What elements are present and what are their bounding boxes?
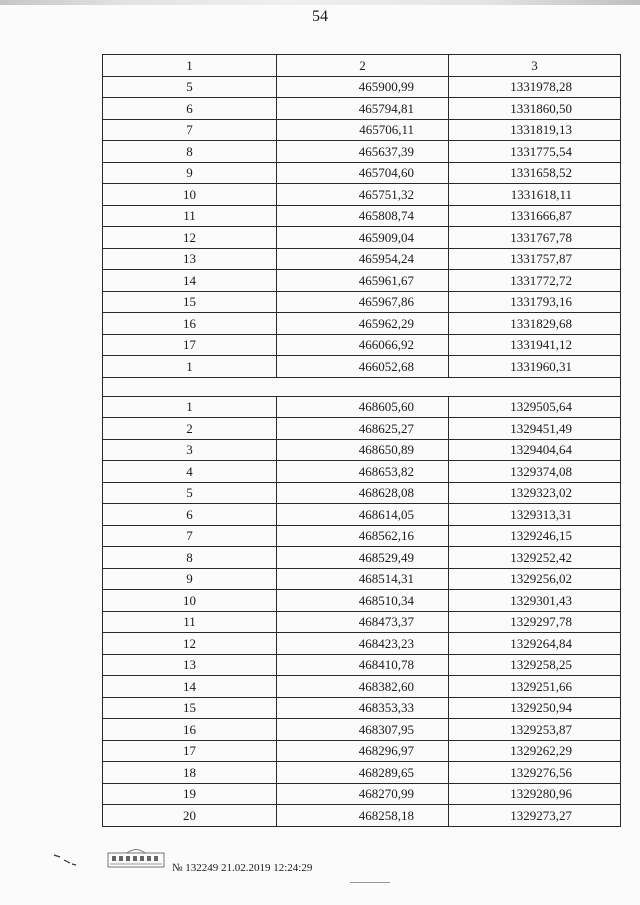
cell-point: 4	[103, 461, 277, 483]
table-row	[103, 396, 621, 418]
cell-y: 1331772,72	[449, 270, 621, 292]
table-row	[103, 162, 621, 184]
header-cell-point: 1	[103, 55, 277, 77]
cell-x: 468307,95	[277, 719, 449, 741]
cell-y: 1331757,87	[449, 248, 621, 270]
cell-x: 465962,29	[277, 313, 449, 335]
cell-x: 465909,04	[277, 227, 449, 249]
table-row	[103, 547, 621, 569]
cell-y: 1329451,49	[449, 418, 621, 440]
cell-point: 5	[103, 76, 277, 98]
cell-y: 1329323,02	[449, 482, 621, 504]
cell-y: 1331658,52	[449, 162, 621, 184]
table-row	[103, 184, 621, 206]
cell-y: 1331819,13	[449, 119, 621, 141]
cell-x: 468562,16	[277, 525, 449, 547]
divider	[350, 882, 390, 883]
cell-point: 8	[103, 547, 277, 569]
cell-x: 468650,89	[277, 439, 449, 461]
coordinates-table	[102, 54, 621, 827]
cell-point: 16	[103, 719, 277, 741]
cell-point: 2	[103, 418, 277, 440]
table-row	[103, 227, 621, 249]
cell-point: 6	[103, 98, 277, 120]
cell-x: 466052,68	[277, 356, 449, 378]
cell-y: 1329374,08	[449, 461, 621, 483]
table-row	[103, 461, 621, 483]
cell-x: 465900,99	[277, 76, 449, 98]
cell-point: 11	[103, 205, 277, 227]
cell-x: 465961,67	[277, 270, 449, 292]
table-row	[103, 568, 621, 590]
cell-point: 12	[103, 633, 277, 655]
cell-x: 466066,92	[277, 334, 449, 356]
cell-point: 18	[103, 762, 277, 784]
cell-point: 7	[103, 525, 277, 547]
section-separator-row	[103, 377, 621, 396]
cell-point: 15	[103, 291, 277, 313]
cell-y: 1329256,02	[449, 568, 621, 590]
cell-y: 1331775,54	[449, 141, 621, 163]
table-row	[103, 590, 621, 612]
table-row	[103, 141, 621, 163]
cell-point: 9	[103, 568, 277, 590]
cell-point: 17	[103, 740, 277, 762]
cell-point: 12	[103, 227, 277, 249]
table-row	[103, 482, 621, 504]
cell-point: 8	[103, 141, 277, 163]
table-row	[103, 805, 621, 827]
cell-y: 1329505,64	[449, 396, 621, 418]
page-number: 54	[312, 8, 328, 25]
table-row	[103, 356, 621, 378]
header-cell-x: 2	[277, 55, 449, 77]
cell-y: 1331941,12	[449, 334, 621, 356]
table-row	[103, 740, 621, 762]
table-row	[103, 205, 621, 227]
cell-y: 1329404,64	[449, 439, 621, 461]
cell-x: 468514,31	[277, 568, 449, 590]
cell-point: 13	[103, 654, 277, 676]
cell-point: 13	[103, 248, 277, 270]
cell-y: 1331860,50	[449, 98, 621, 120]
cell-point: 16	[103, 313, 277, 335]
cell-point: 6	[103, 504, 277, 526]
table-row	[103, 98, 621, 120]
cell-x: 468529,49	[277, 547, 449, 569]
cell-point: 1	[103, 356, 277, 378]
seal-icon	[107, 847, 165, 869]
table-row	[103, 270, 621, 292]
table-row	[103, 291, 621, 313]
table-row	[103, 248, 621, 270]
cell-x: 465706,11	[277, 119, 449, 141]
table-row	[103, 783, 621, 805]
cell-point: 1	[103, 396, 277, 418]
cell-y: 1329276,56	[449, 762, 621, 784]
cell-y: 1329313,31	[449, 504, 621, 526]
cell-point: 10	[103, 590, 277, 612]
table-row	[103, 697, 621, 719]
cell-y: 1329262,29	[449, 740, 621, 762]
cell-point: 14	[103, 270, 277, 292]
table-row	[103, 119, 621, 141]
cell-y: 1329258,25	[449, 654, 621, 676]
cell-x: 465637,39	[277, 141, 449, 163]
cell-y: 1329250,94	[449, 697, 621, 719]
cell-y: 1329273,27	[449, 805, 621, 827]
table-row	[103, 76, 621, 98]
cell-x: 465794,81	[277, 98, 449, 120]
cell-x: 468473,37	[277, 611, 449, 633]
cell-y: 1331767,78	[449, 227, 621, 249]
table-row	[103, 633, 621, 655]
cell-x: 468423,23	[277, 633, 449, 655]
cell-x: 468410,78	[277, 654, 449, 676]
table-row	[103, 504, 621, 526]
scan-mark	[52, 852, 78, 866]
cell-x: 468510,34	[277, 590, 449, 612]
cell-x: 468628,08	[277, 482, 449, 504]
document-stamp-text: № 132249 21.02.2019 12:24:29	[172, 862, 313, 874]
cell-y: 1329252,42	[449, 547, 621, 569]
cell-point: 3	[103, 439, 277, 461]
table-row	[103, 719, 621, 741]
table-row	[103, 418, 621, 440]
separator-cell	[103, 377, 621, 396]
table-row	[103, 611, 621, 633]
cell-point: 7	[103, 119, 277, 141]
cell-x: 465967,86	[277, 291, 449, 313]
cell-y: 1331960,31	[449, 356, 621, 378]
cell-y: 1331978,28	[449, 76, 621, 98]
cell-x: 468653,82	[277, 461, 449, 483]
cell-point: 20	[103, 805, 277, 827]
cell-x: 468270,99	[277, 783, 449, 805]
cell-point: 5	[103, 482, 277, 504]
cell-y: 1329297,78	[449, 611, 621, 633]
cell-x: 468258,18	[277, 805, 449, 827]
cell-x: 465704,60	[277, 162, 449, 184]
cell-x: 465954,24	[277, 248, 449, 270]
cell-point: 19	[103, 783, 277, 805]
cell-x: 468625,27	[277, 418, 449, 440]
cell-y: 1331829,68	[449, 313, 621, 335]
table-row	[103, 334, 621, 356]
scan-edge	[0, 0, 640, 5]
cell-x: 465751,32	[277, 184, 449, 206]
header-cell-y: 3	[449, 55, 621, 77]
cell-x: 468605,60	[277, 396, 449, 418]
cell-point: 17	[103, 334, 277, 356]
cell-x: 468382,60	[277, 676, 449, 698]
cell-y: 1329253,87	[449, 719, 621, 741]
cell-x: 468353,33	[277, 697, 449, 719]
cell-point: 11	[103, 611, 277, 633]
cell-point: 9	[103, 162, 277, 184]
cell-x: 465808,74	[277, 205, 449, 227]
cell-y: 1329301,43	[449, 590, 621, 612]
table-row	[103, 525, 621, 547]
cell-x: 468289,65	[277, 762, 449, 784]
cell-point: 10	[103, 184, 277, 206]
cell-y: 1331666,87	[449, 205, 621, 227]
table-row	[103, 762, 621, 784]
cell-point: 14	[103, 676, 277, 698]
cell-x: 468296,97	[277, 740, 449, 762]
table-row	[103, 439, 621, 461]
cell-y: 1331793,16	[449, 291, 621, 313]
cell-y: 1329251,66	[449, 676, 621, 698]
table-row	[103, 654, 621, 676]
cell-y: 1329264,84	[449, 633, 621, 655]
cell-y: 1329246,15	[449, 525, 621, 547]
cell-y: 1331618,11	[449, 184, 621, 206]
table-row	[103, 313, 621, 335]
cell-y: 1329280,96	[449, 783, 621, 805]
cell-x: 468614,05	[277, 504, 449, 526]
table-row	[103, 676, 621, 698]
header-row	[103, 55, 621, 77]
cell-point: 15	[103, 697, 277, 719]
